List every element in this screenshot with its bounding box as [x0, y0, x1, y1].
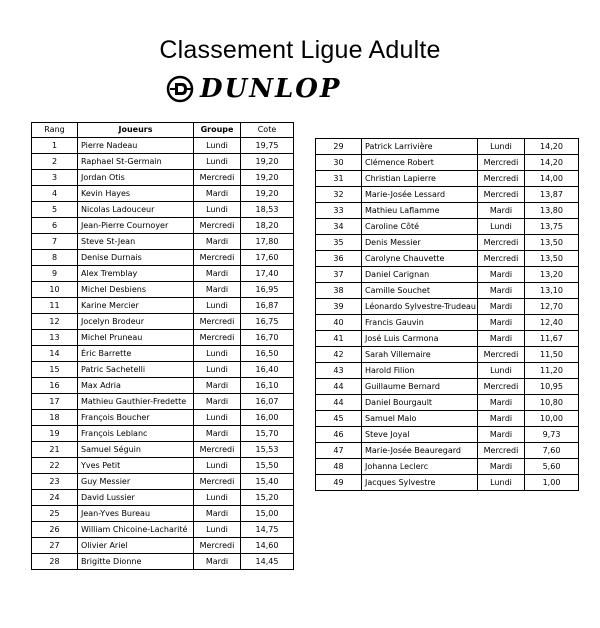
rank-cell: 1: [32, 138, 78, 154]
rating-cell: 15,00: [241, 506, 294, 522]
group-cell: Mardi: [478, 203, 525, 219]
rating-cell: 1,00: [525, 475, 579, 491]
group-cell: Mardi: [194, 378, 241, 394]
rank-cell: 44: [316, 379, 362, 395]
player-name-cell: Denise Durnais: [78, 250, 194, 266]
table-row: [32, 458, 294, 474]
table-row: [32, 266, 294, 282]
rank-cell: 9: [32, 266, 78, 282]
rating-cell: 10,95: [525, 379, 579, 395]
dunlop-logo-icon: [166, 75, 194, 103]
table-row: [32, 554, 294, 570]
player-name-cell: Michel Pruneau: [78, 330, 194, 346]
group-cell: Mercredi: [478, 379, 525, 395]
table-row: [32, 282, 294, 298]
group-cell: Mercredi: [194, 314, 241, 330]
table-row: [32, 170, 294, 186]
ranking-table-left: [31, 122, 294, 570]
rating-cell: 5,60: [525, 459, 579, 475]
group-cell: Lundi: [194, 138, 241, 154]
page-title: Classement Ligue Adulte: [159, 36, 441, 64]
table-row: [316, 347, 579, 363]
header-joueurs: Joueurs: [78, 123, 194, 138]
rating-cell: 16,07: [241, 394, 294, 410]
table-row: [316, 171, 579, 187]
rating-cell: 17,40: [241, 266, 294, 282]
rating-cell: 10,00: [525, 411, 579, 427]
group-cell: Mercredi: [478, 155, 525, 171]
rank-cell: 36: [316, 251, 362, 267]
player-name-cell: Jordan Otis: [78, 170, 194, 186]
rank-cell: 39: [316, 299, 362, 315]
table-row: [32, 378, 294, 394]
rank-cell: 14: [32, 346, 78, 362]
group-cell: Lundi: [478, 475, 525, 491]
table-row: [32, 506, 294, 522]
player-name-cell: José Luis Carmona: [362, 331, 478, 347]
rating-cell: 13,87: [525, 187, 579, 203]
rating-cell: 10,80: [525, 395, 579, 411]
player-name-cell: François Boucher: [78, 410, 194, 426]
ranking-table-right: [315, 138, 579, 491]
player-name-cell: Daniel Bourgault: [362, 395, 478, 411]
player-name-cell: Alex Tremblay: [78, 266, 194, 282]
rating-cell: 11,67: [525, 331, 579, 347]
player-name-cell: Francis Gauvin: [362, 315, 478, 331]
rating-cell: 16,70: [241, 330, 294, 346]
player-name-cell: Marie-Josée Lessard: [362, 187, 478, 203]
group-cell: Lundi: [194, 346, 241, 362]
group-cell: Mardi: [194, 426, 241, 442]
player-name-cell: Éric Barrette: [78, 346, 194, 362]
table-row: [316, 235, 579, 251]
table-row: [32, 234, 294, 250]
table-row: [32, 138, 294, 154]
table-row: [316, 219, 579, 235]
group-cell: Lundi: [194, 154, 241, 170]
rating-cell: 16,10: [241, 378, 294, 394]
player-name-cell: Daniel Carignan: [362, 267, 478, 283]
rating-cell: 14,75: [241, 522, 294, 538]
player-name-cell: Yves Petit: [78, 458, 194, 474]
rank-cell: 33: [316, 203, 362, 219]
player-name-cell: David Lussier: [78, 490, 194, 506]
group-cell: Mardi: [478, 299, 525, 315]
table-row: [32, 218, 294, 234]
group-cell: Mardi: [478, 459, 525, 475]
player-name-cell: Karine Mercier: [78, 298, 194, 314]
player-name-cell: Sarah Villemaire: [362, 347, 478, 363]
table-row: [316, 139, 579, 155]
table-row: [32, 490, 294, 506]
group-cell: Mardi: [194, 506, 241, 522]
rank-cell: 17: [32, 394, 78, 410]
player-name-cell: Harold Filion: [362, 363, 478, 379]
group-cell: Mercredi: [478, 187, 525, 203]
table-row: [316, 443, 579, 459]
rank-cell: 27: [32, 538, 78, 554]
rank-cell: 12: [32, 314, 78, 330]
group-cell: Mardi: [478, 283, 525, 299]
group-cell: Mercredi: [478, 347, 525, 363]
rating-cell: 19,20: [241, 186, 294, 202]
group-cell: Lundi: [194, 522, 241, 538]
table-row: [316, 331, 579, 347]
rank-cell: 46: [316, 427, 362, 443]
rating-cell: 16,50: [241, 346, 294, 362]
player-name-cell: Samuel Séguin: [78, 442, 194, 458]
rank-cell: 40: [316, 315, 362, 331]
rank-cell: 21: [32, 442, 78, 458]
rank-cell: 13: [32, 330, 78, 346]
rating-cell: 15,53: [241, 442, 294, 458]
rank-cell: 41: [316, 331, 362, 347]
rating-cell: 13,50: [525, 235, 579, 251]
group-cell: Lundi: [194, 362, 241, 378]
table-row: [32, 394, 294, 410]
table-row: [32, 154, 294, 170]
player-name-cell: Brigitte Dionne: [78, 554, 194, 570]
rating-cell: 13,20: [525, 267, 579, 283]
rank-cell: 29: [316, 139, 362, 155]
table-row: [316, 459, 579, 475]
player-name-cell: Denis Messier: [362, 235, 478, 251]
table-row: [32, 522, 294, 538]
player-name-cell: Clémence Robert: [362, 155, 478, 171]
group-cell: Mercredi: [478, 171, 525, 187]
rank-cell: 24: [32, 490, 78, 506]
rank-cell: 34: [316, 219, 362, 235]
group-cell: Mardi: [194, 234, 241, 250]
rank-cell: 26: [32, 522, 78, 538]
brand: [166, 74, 341, 104]
group-cell: Mercredi: [194, 538, 241, 554]
rank-cell: 44: [316, 395, 362, 411]
rank-cell: 38: [316, 283, 362, 299]
rating-cell: 13,75: [525, 219, 579, 235]
rank-cell: 7: [32, 234, 78, 250]
group-cell: Mercredi: [194, 330, 241, 346]
player-name-cell: Christian Lapierre: [362, 171, 478, 187]
rating-cell: 15,50: [241, 458, 294, 474]
rating-cell: 16,40: [241, 362, 294, 378]
player-name-cell: Carolyne Chauvette: [362, 251, 478, 267]
table-row: [32, 426, 294, 442]
table-row: [316, 395, 579, 411]
table-row: [32, 314, 294, 330]
table-row: [32, 346, 294, 362]
table-row: [316, 251, 579, 267]
rating-cell: 15,20: [241, 490, 294, 506]
player-name-cell: Olivier Ariel: [78, 538, 194, 554]
player-name-cell: Caroline Côté: [362, 219, 478, 235]
rank-cell: 35: [316, 235, 362, 251]
rank-cell: 5: [32, 202, 78, 218]
player-name-cell: Kevin Hayes: [78, 186, 194, 202]
rank-cell: 49: [316, 475, 362, 491]
group-cell: Lundi: [194, 298, 241, 314]
player-name-cell: Jean-Pierre Cournoyer: [78, 218, 194, 234]
rank-cell: 6: [32, 218, 78, 234]
rank-cell: 16: [32, 378, 78, 394]
rating-cell: 13,80: [525, 203, 579, 219]
rank-cell: 11: [32, 298, 78, 314]
rating-cell: 15,40: [241, 474, 294, 490]
group-cell: Lundi: [194, 458, 241, 474]
table-row: [32, 250, 294, 266]
rank-cell: 31: [316, 171, 362, 187]
group-cell: Lundi: [478, 363, 525, 379]
brand-name: DUNLOP: [200, 74, 342, 104]
player-name-cell: Steve Joyal: [362, 427, 478, 443]
table-row: [32, 186, 294, 202]
header-groupe: Groupe: [194, 123, 241, 138]
rating-cell: 13,10: [525, 283, 579, 299]
rating-cell: 19,75: [241, 138, 294, 154]
group-cell: Mardi: [478, 395, 525, 411]
player-name-cell: Mathieu Gauthier-Fredette: [78, 394, 194, 410]
rating-cell: 19,20: [241, 170, 294, 186]
rating-cell: 11,50: [525, 347, 579, 363]
rating-cell: 16,75: [241, 314, 294, 330]
table-row: [32, 410, 294, 426]
group-cell: Mercredi: [194, 442, 241, 458]
group-cell: Mercredi: [478, 235, 525, 251]
table-row: [316, 203, 579, 219]
rating-cell: 7,60: [525, 443, 579, 459]
rating-cell: 18,53: [241, 202, 294, 218]
rank-cell: 3: [32, 170, 78, 186]
player-name-cell: Mathieu Laflamme: [362, 203, 478, 219]
player-name-cell: Léonardo Sylvestre-Trudeau: [362, 299, 478, 315]
player-name-cell: Marie-Josée Beauregard: [362, 443, 478, 459]
rating-cell: 15,70: [241, 426, 294, 442]
table-row: [316, 315, 579, 331]
rank-cell: 8: [32, 250, 78, 266]
table-row: [316, 475, 579, 491]
group-cell: Mardi: [478, 331, 525, 347]
rank-cell: 28: [32, 554, 78, 570]
table-row: [316, 267, 579, 283]
rating-cell: 14,20: [525, 155, 579, 171]
rank-cell: 18: [32, 410, 78, 426]
table-row: [32, 298, 294, 314]
player-name-cell: Michel Desbiens: [78, 282, 194, 298]
group-cell: Mardi: [194, 394, 241, 410]
table-row: [32, 474, 294, 490]
rank-cell: 32: [316, 187, 362, 203]
header-rang: Rang: [32, 123, 78, 138]
table-row: [316, 283, 579, 299]
rank-cell: 2: [32, 154, 78, 170]
table-row: [316, 427, 579, 443]
group-cell: Lundi: [478, 139, 525, 155]
group-cell: Mercredi: [194, 170, 241, 186]
rank-cell: 25: [32, 506, 78, 522]
rank-cell: 23: [32, 474, 78, 490]
table-row: [316, 187, 579, 203]
table-row: [32, 202, 294, 218]
rank-cell: 10: [32, 282, 78, 298]
player-name-cell: Raphael St-Germain: [78, 154, 194, 170]
player-name-cell: Patric Sachetelli: [78, 362, 194, 378]
rating-cell: 19,20: [241, 154, 294, 170]
rank-cell: 43: [316, 363, 362, 379]
group-cell: Mardi: [478, 267, 525, 283]
player-name-cell: Patrick Larrivière: [362, 139, 478, 155]
rating-cell: 14,45: [241, 554, 294, 570]
group-cell: Mercredi: [478, 251, 525, 267]
group-cell: Lundi: [478, 219, 525, 235]
group-cell: Mercredi: [194, 474, 241, 490]
rating-cell: 18,20: [241, 218, 294, 234]
player-name-cell: Nicolas Ladouceur: [78, 202, 194, 218]
table-row: [316, 363, 579, 379]
rating-cell: 16,00: [241, 410, 294, 426]
player-name-cell: Jean-Yves Bureau: [78, 506, 194, 522]
table-row: [316, 155, 579, 171]
group-cell: Mardi: [478, 315, 525, 331]
rating-cell: 13,50: [525, 251, 579, 267]
table-row: [32, 330, 294, 346]
table-row: [316, 411, 579, 427]
group-cell: Mardi: [194, 266, 241, 282]
rank-cell: 47: [316, 443, 362, 459]
rating-cell: 14,20: [525, 139, 579, 155]
rating-cell: 12,40: [525, 315, 579, 331]
rating-cell: 17,60: [241, 250, 294, 266]
group-cell: Mardi: [478, 411, 525, 427]
rating-cell: 16,87: [241, 298, 294, 314]
group-cell: Mercredi: [194, 250, 241, 266]
header-cote: Cote: [241, 123, 294, 138]
rank-cell: 19: [32, 426, 78, 442]
table-header-row: [32, 123, 294, 138]
player-name-cell: Pierre Nadeau: [78, 138, 194, 154]
rating-cell: 16,95: [241, 282, 294, 298]
rank-cell: 42: [316, 347, 362, 363]
table-row: [316, 379, 579, 395]
rating-cell: 9,73: [525, 427, 579, 443]
group-cell: Mercredi: [194, 218, 241, 234]
player-name-cell: Jocelyn Brodeur: [78, 314, 194, 330]
group-cell: Mardi: [194, 554, 241, 570]
player-name-cell: Johanna Leclerc: [362, 459, 478, 475]
player-name-cell: William Chicoine-Lacharité: [78, 522, 194, 538]
rating-cell: 11,20: [525, 363, 579, 379]
rating-cell: 17,80: [241, 234, 294, 250]
table-row: [316, 299, 579, 315]
group-cell: Lundi: [194, 202, 241, 218]
rank-cell: 15: [32, 362, 78, 378]
table-row: [32, 442, 294, 458]
group-cell: Mardi: [194, 282, 241, 298]
group-cell: Lundi: [194, 490, 241, 506]
table-row: [32, 362, 294, 378]
table-row: [32, 538, 294, 554]
player-name-cell: Max Adria: [78, 378, 194, 394]
player-name-cell: Steve St-Jean: [78, 234, 194, 250]
player-name-cell: Guillaume Bernard: [362, 379, 478, 395]
rating-cell: 14,00: [525, 171, 579, 187]
group-cell: Lundi: [194, 410, 241, 426]
rating-cell: 12,70: [525, 299, 579, 315]
rank-cell: 48: [316, 459, 362, 475]
group-cell: Mardi: [478, 427, 525, 443]
player-name-cell: Guy Messier: [78, 474, 194, 490]
player-name-cell: Samuel Malo: [362, 411, 478, 427]
player-name-cell: Camille Souchet: [362, 283, 478, 299]
player-name-cell: François Leblanc: [78, 426, 194, 442]
group-cell: Mardi: [194, 186, 241, 202]
rank-cell: 37: [316, 267, 362, 283]
rank-cell: 4: [32, 186, 78, 202]
rank-cell: 30: [316, 155, 362, 171]
rating-cell: 14,60: [241, 538, 294, 554]
rank-cell: 22: [32, 458, 78, 474]
player-name-cell: Jacques Sylvestre: [362, 475, 478, 491]
rank-cell: 45: [316, 411, 362, 427]
group-cell: Mercredi: [478, 443, 525, 459]
